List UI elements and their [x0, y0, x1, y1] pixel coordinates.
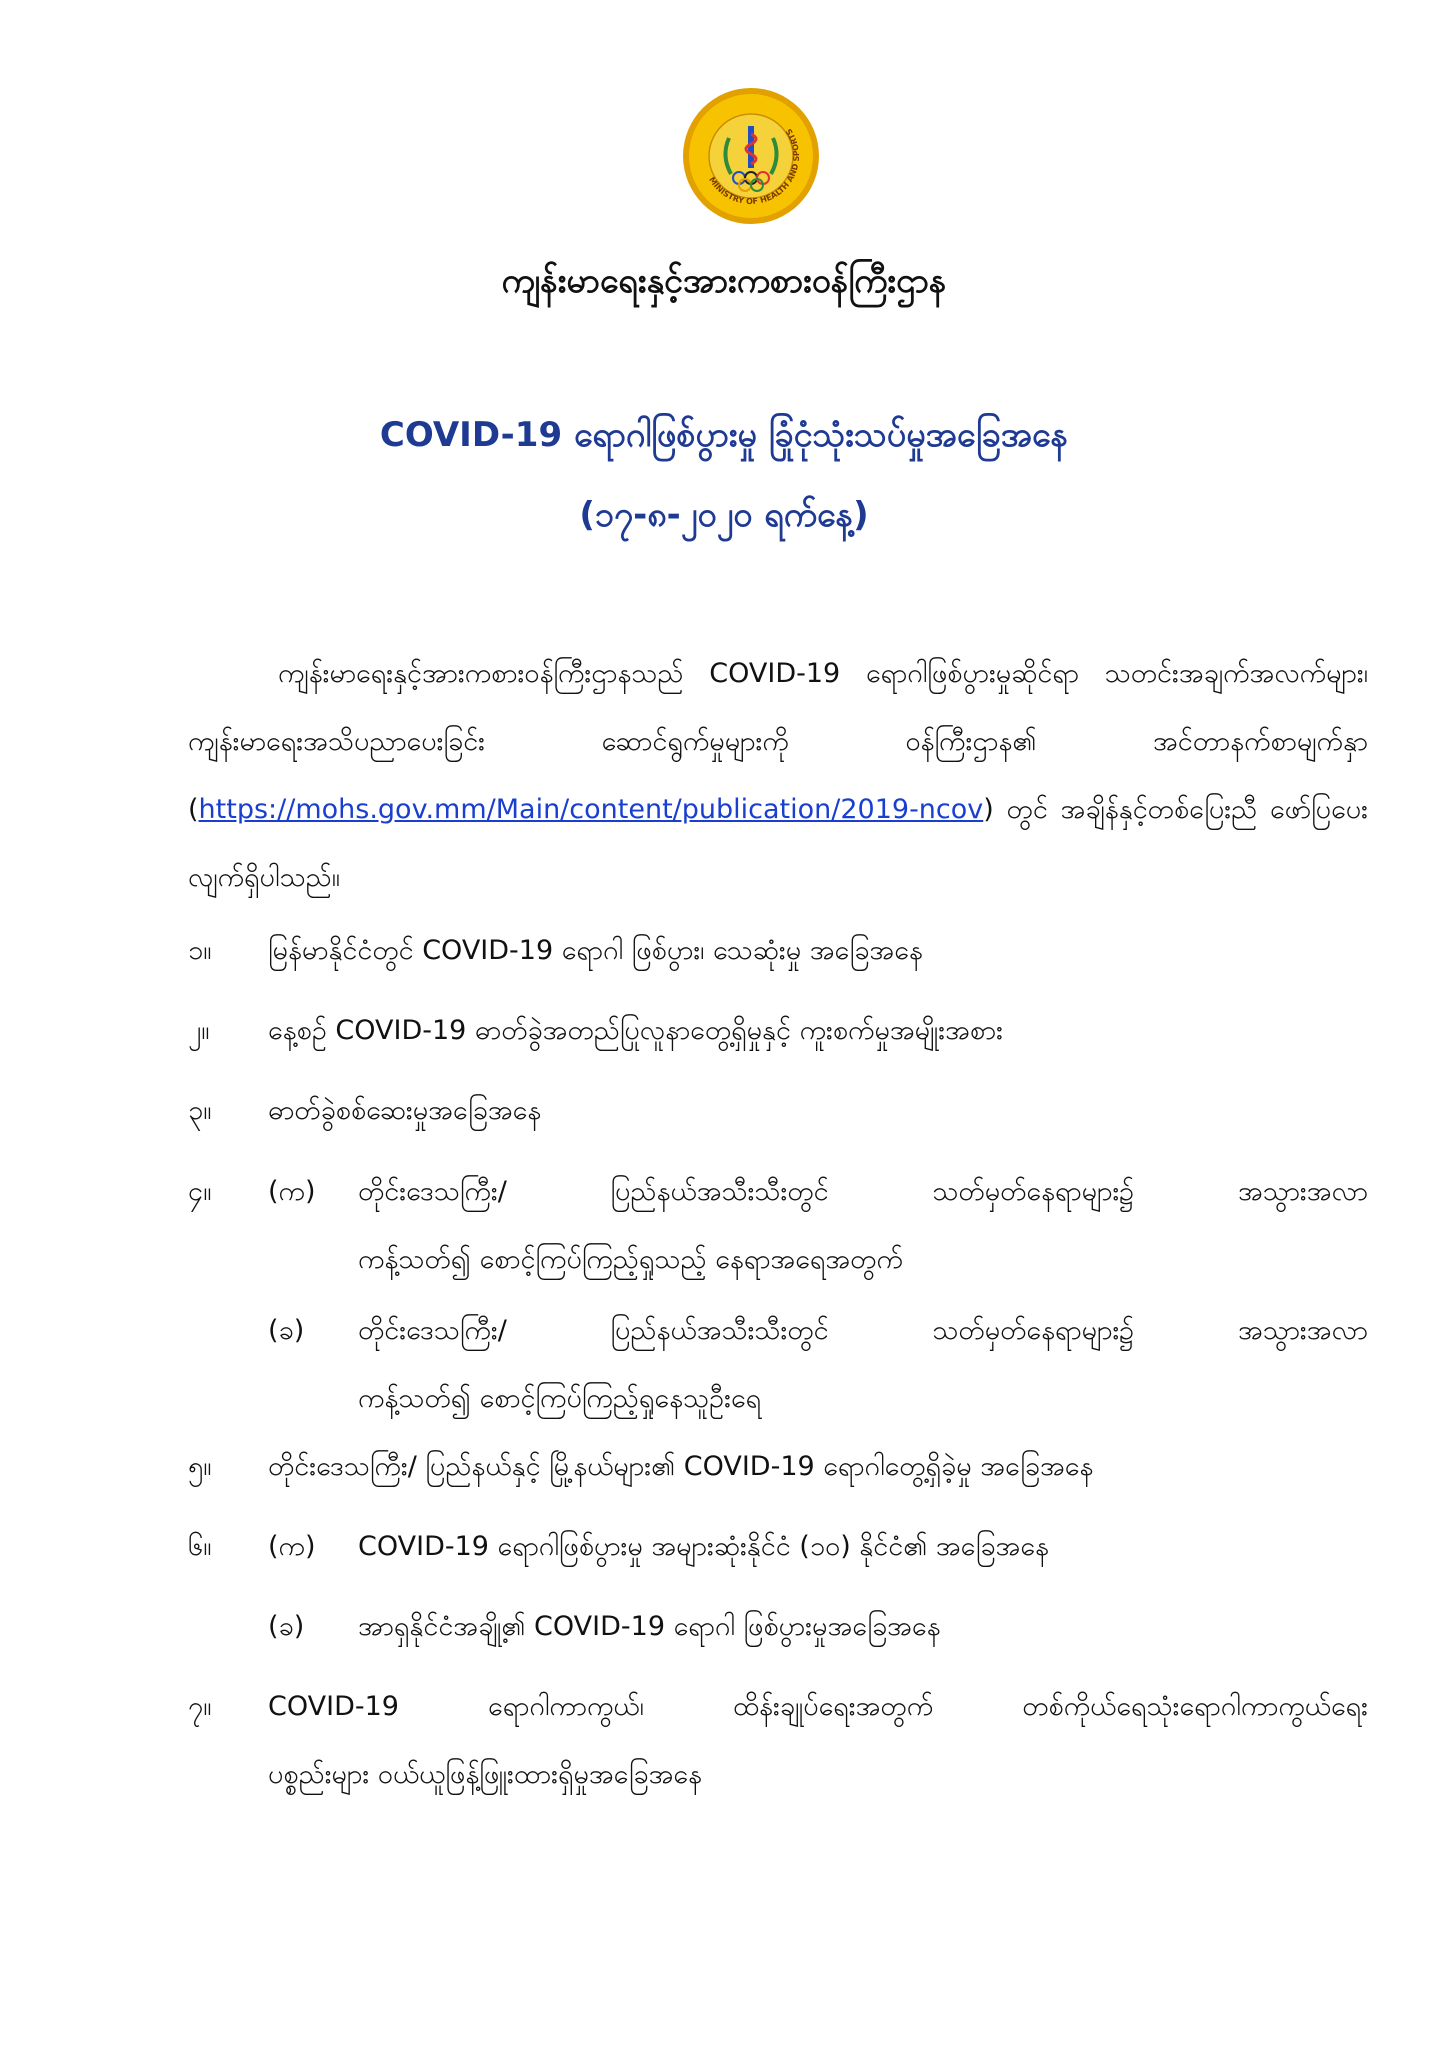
item-number: ၇။	[188, 1691, 212, 1722]
svg-text:MINISTRY OF HEALTH AND SPORTS: MINISTRY OF HEALTH AND SPORTS	[707, 126, 802, 207]
item-text: နေ့စဉ် COVID-19 ဓာတ်ခွဲအတည်ပြုလူနာတွေ့ရှိမှုနှင့် ကူးစက်မှုအမျိုးအစား	[268, 1015, 1004, 1046]
list-item	[188, 1513, 1368, 1581]
item-text: မြန်မာနိုင်ငံတွင် COVID-19 ရောဂါ ဖြစ်ပွား၊ သေဆုံးမှု အခြေအနေ	[268, 935, 923, 966]
item-number: ၄။	[188, 1176, 212, 1207]
item-number: ၅။	[188, 1451, 212, 1482]
page-title: COVID-19 ရောဂါဖြစ်ပွားမှု ခြုံငုံသုံးသပ်မှုအခြေအနေ	[379, 415, 1069, 455]
item-sub-label: (ခ)	[268, 1315, 305, 1346]
intro-text-part2: ) တွင် အချိန်နှင့်တစ်ပြေးညီ ဖော်ပြပေးလျက်ရှိပါသည်။	[188, 794, 1368, 893]
item-text-line1: တိုင်းဒေသကြီး/ ပြည်နယ်အသီးသီးတွင် သတ်မှတ်နေရာများ၌ အသွားအလာ	[358, 1176, 1368, 1207]
item-text-line2: ကန့်သတ်၍ စောင့်ကြပ်ကြည့်ရှုသည့် နေရာအရေအတွက်	[358, 1244, 903, 1275]
item-text-line1: COVID-19 ရောဂါကာကွယ်၊ ထိန်းချုပ်ရေးအတွက် တစ်ကိုယ်ရေသုံးရောဂါကာကွယ်ရေး	[268, 1691, 1368, 1722]
website-link[interactable]: https://mohs.gov.mm/Main/content/publication/2019-ncov	[198, 794, 984, 825]
report-date: (၁၇-၈-၂၀၂၀ ရက်နေ့)	[579, 495, 869, 535]
item-number: ၃။	[188, 1095, 212, 1126]
item-text-line2: ပစ္စည်းများ ဝယ်ယူဖြန့်ဖြူးထားရှိမှုအခြေအနေ	[268, 1759, 702, 1790]
list-item	[188, 1297, 1368, 1433]
item-number: ၂။	[188, 1015, 210, 1046]
item-sub-label: (ခ)	[268, 1611, 305, 1642]
ministry-name: ကျန်းမာရေးနှင့်အားကစားဝန်ကြီးဌာန	[501, 261, 947, 301]
item-sub-label: (က)	[268, 1176, 316, 1207]
item-number: ၁။	[188, 935, 212, 966]
list-item	[188, 1593, 1368, 1661]
intro-text-part1: ကျန်းမာရေးနှင့်အားကစားဝန်ကြီးဌာနသည် COVID-19 ရောဂါဖြစ်ပွားမှုဆိုင်ရာ သတင်းအချက်အလက်များ၊ ကျန်းမာရေးအသိပညာပေးခြင်း ဆောင်ရွက်မှုများကို ဝန်ကြီးဌာန၏ အင်တာနက်စာမျက်နှာ (	[188, 658, 1368, 825]
item-text-line1: တိုင်းဒေသကြီး/ ပြည်နယ်အသီးသီးတွင် သတ်မှတ်နေရာများ၌ အသွားအလာ	[358, 1315, 1368, 1346]
item-sub-label: (က)	[268, 1531, 316, 1562]
list-item	[188, 997, 1368, 1065]
list-item	[188, 1158, 1368, 1294]
item-text: ဓာတ်ခွဲစစ်ဆေးမှုအခြေအနေ	[268, 1095, 542, 1126]
item-text: COVID-19 ရောဂါဖြစ်ပွားမှု အများဆုံးနိုင်ငံ (၁၀) နိုင်ငံ၏ အခြေအနေ	[358, 1531, 1049, 1562]
list-item	[188, 917, 1368, 985]
item-text: အာရှနိုင်ငံအချို့၏ COVID-19 ရောဂါ ဖြစ်ပွားမှုအခြေအနေ	[358, 1611, 941, 1642]
ministry-seal-logo	[681, 86, 821, 226]
list-item	[188, 1433, 1368, 1501]
item-text: တိုင်းဒေသကြီး/ ပြည်နယ်နှင့် မြို့နယ်များ၏ COVID-19 ရောဂါတွေ့ရှိခဲ့မှု အခြေအနေ	[268, 1451, 1094, 1482]
intro-paragraph	[188, 640, 1368, 912]
list-item	[188, 1673, 1368, 1809]
list-item	[188, 1077, 1368, 1145]
item-number: ၆။	[188, 1531, 212, 1562]
item-text-line2: ကန့်သတ်၍ စောင့်ကြပ်ကြည့်ရှုနေသူဦးရေ	[358, 1383, 762, 1414]
